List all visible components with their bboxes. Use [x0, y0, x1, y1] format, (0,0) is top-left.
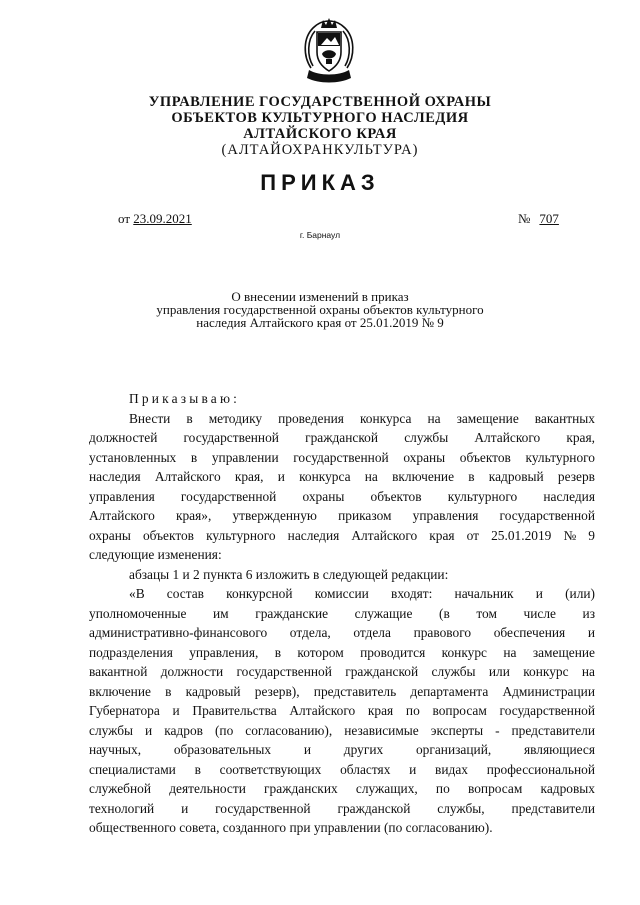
altai-krai-coat-of-arms-icon [301, 16, 357, 86]
org-name-line-3: АЛТАЙСКОГО КРАЯ [243, 126, 397, 142]
body-line: следующие изменения: [89, 547, 222, 562]
body-line: научных, образовательных и других организаций, являющиеся [89, 742, 595, 757]
subject-line: наследия Алтайского края от 25.01.2019 № 9 [196, 315, 444, 330]
document-type-title: ПРИКАЗ [260, 170, 380, 195]
body-line: административно-финансового отдела, отдела правового обеспечения и [89, 625, 595, 640]
document-date: 23.09.2021 [133, 211, 192, 226]
body-line: включение в кадровый резерв), представитель департамента Администрации [89, 683, 595, 699]
body-line: уполномоченные им гражданские служащие (в том числе из [89, 605, 595, 621]
number-block [518, 211, 559, 227]
org-name-line-2: ОБЪЕКТОВ КУЛЬТУРНОГО НАСЛЕДИЯ [171, 110, 469, 126]
subject-line: управления государственной охраны объектов культурного [156, 302, 484, 317]
number-prefix: № [518, 211, 531, 226]
body-line: Губернатора и Правительства Алтайского края по вопросам государственной [89, 703, 595, 718]
date-prefix: от [118, 211, 131, 226]
city-label: г. Барнаул [299, 230, 341, 240]
body-line: охраны объектов культурного наследия Алтайского края от 25.01.2019 № 9 [89, 527, 595, 543]
body-line: наследия Алтайского края, и конкурса на включение в кадровый резерв [89, 469, 595, 484]
body-line: должностей государственной гражданской службы Алтайского края, [89, 430, 595, 445]
body-line: «В состав конкурсной комиссии входят: начальник и (или) [129, 586, 595, 601]
order-word: Приказываю: [129, 391, 241, 406]
document-subject [0, 290, 640, 329]
body-line: подразделения управления, в котором проводится конкурс на замещение [89, 644, 595, 660]
body-line: вакантной должности государственной гражданской службы или конкурс на [89, 664, 595, 679]
paragraph-instruction: абзацы 1 и 2 пункта 6 изложить в следующей редакции: [129, 566, 449, 582]
org-name-line-1: УПРАВЛЕНИЕ ГОСУДАРСТВЕННОЙ ОХРАНЫ [148, 94, 492, 110]
body-line: Внести в методику проведения конкурса на замещение вакантных [129, 410, 595, 426]
document-number: 707 [539, 211, 559, 226]
body-line: службы и кадров (по согласованию), независимые эксперты - представители [89, 722, 595, 738]
date-block [118, 211, 192, 227]
paragraph-quoted-text [89, 584, 595, 838]
body-line: общественного совета, созданного при управлении (по согласованию). [89, 820, 493, 835]
subject-line: О внесении изменений в приказ [231, 289, 409, 304]
body-line: установленных в управлении государственной охраны объектов культурного [89, 449, 595, 465]
org-short-name: (АЛТАЙОХРАНКУЛЬТУРА) [221, 142, 419, 158]
paragraph-amendment [89, 409, 595, 565]
document-body [89, 389, 595, 838]
body-line: Алтайского края», утвержденную приказом управления государственной [89, 508, 595, 523]
body-line: специалистами в соответствующих областях и видах профессиональной [89, 761, 595, 777]
body-line: служебной деятельности гражданских служащих, по вопросам кадровых [89, 781, 595, 796]
body-line: управления государственной охраны объектов культурного наследия [89, 488, 595, 504]
body-line: технологий и государственной гражданской службы, представители [89, 800, 595, 816]
